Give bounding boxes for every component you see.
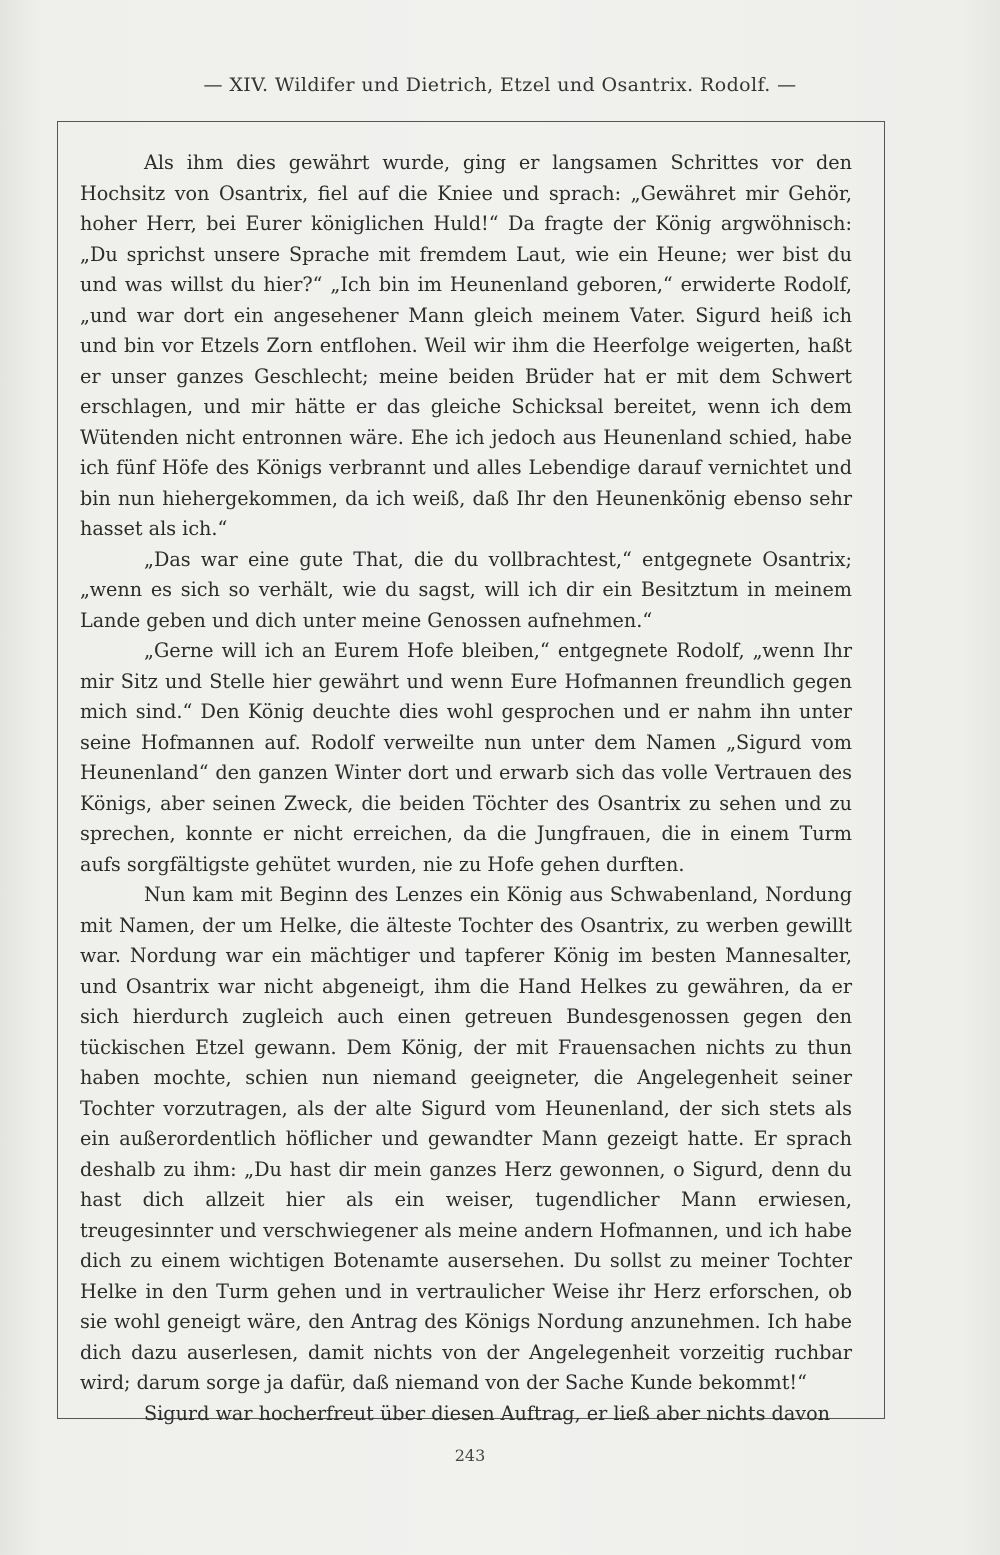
page-number: 243 xyxy=(454,1446,486,1465)
paragraph-1: Als ihm dies gewährt wurde, ging er langsamen Schrittes vor den Hochsitz von Osantrix, fiel auf die Kniee und sprach: „Gewähret mir Gehör, hoher Herr, bei Eurer königlichen Huld!“ Da fragte der König argwöhnisch: „Du sprichst unsere Sprache mit fremdem Laut, wie ein Heune; wer bist du und was willst du hier?“ „Ich bin im Heunenland geboren,“ erwiderte Rodolf, „und war dort ein angesehener Mann gleich meinem Vater. Sigurd heiß ich und bin vor Etzels Zorn entflohen. Weil wir ihm die Heerfolge weigerten, haßt er unser ganzes Geschlecht; meine beiden Brüder hat er mit dem Schwert erschlagen, und mir hätte er das gleiche Schicksal bereitet, wenn ich dem Wütenden nicht entronnen wäre. Ehe ich jedoch aus Heunenland schied, habe ich fünf Höfe des Königs verbrannt und alles Lebendige darauf vernichtet und bin nun hiehergekommen, da ich weiß, daß Ihr den Heunenkönig ebenso sehr hasset als ich.“ xyxy=(80,151,852,540)
body-text xyxy=(80,148,852,1429)
paragraph-4: Nun kam mit Beginn des Lenzes ein König aus Schwabenland, Nordung mit Namen, der um Helke, die älteste Tochter des Osantrix, zu werben gewillt war. Nordung war ein mächtiger und tapferer König im besten Mannesalter, und Osantrix war nicht abgeneigt, ihm die Hand Helkes zu gewähren, da er sich hierdurch zugleich auch einen getreuen Bundesgenossen gegen den tückischen Etzel gewann. Dem König, der mit Frauensachen nichts zu thun haben mochte, schien nun niemand geeigneter, die Angelegenheit seiner Tochter vorzutragen, als der alte Sigurd vom Heunenland, der sich stets als ein außerordentlich höflicher und gewandter Mann gezeigt hatte. Er sprach deshalb zu ihm: „Du hast dir mein ganzes Herz gewonnen, o Sigurd, denn du hast dich allzeit hier als ein weiser, tugendlicher Mann erwiesen, treugesinnter und verschwiegener als meine andern Hofmannen, und ich habe dich zu einem wichtigen Botenamte ausersehen. Du sollst zu meiner Tochter Helke in den Turm gehen und in vertraulicher Weise ihr Herz erforschen, ob sie wohl geneigt wäre, den Antrag des Königs Nordung anzunehmen. Ich habe dich dazu auserlesen, damit nichts von der Angelegenheit vorzeitig ruchbar wird; darum sorge ja dafür, daß niemand von der Sache Kunde bekommt!“ xyxy=(80,883,852,1394)
paragraph-5: Sigurd war hocherfreut über diesen Auftrag, er ließ aber nichts davon xyxy=(144,1401,831,1425)
paragraph-2: „Das war eine gute That, die du vollbrachtest,“ entgegnete Osantrix; „wenn es sich so verhält, wie du sagst, will ich dir ein Besitztum in meinem Lande geben und dich unter meine Genossen aufnehmen.“ xyxy=(80,547,852,632)
paragraph-3: „Gerne will ich an Eurem Hofe bleiben,“ entgegnete Rodolf, „wenn Ihr mir Sitz und Stelle hier gewährt und wenn Eure Hofmannen freundlich gegen mich sind.“ Den König deuchte dies wohl gesprochen und er nahm ihn unter seine Hofmannen auf. Rodolf verweilte nun unter dem Namen „Sigurd vom Heunenland“ den ganzen Winter dort und erwarb sich das volle Vertrauen des Königs, aber seinen Zweck, die beiden Töchter des Osantrix zu sehen und zu sprechen, konnte er nicht erreichen, da die Jungfrauen, die in einem Turm aufs sorgfältigste gehütet wurden, nie zu Hofe gehen durften. xyxy=(80,639,852,876)
running-head: — XIV. Wildifer und Dietrich, Etzel und Osantrix. Rodolf. — xyxy=(203,74,797,96)
